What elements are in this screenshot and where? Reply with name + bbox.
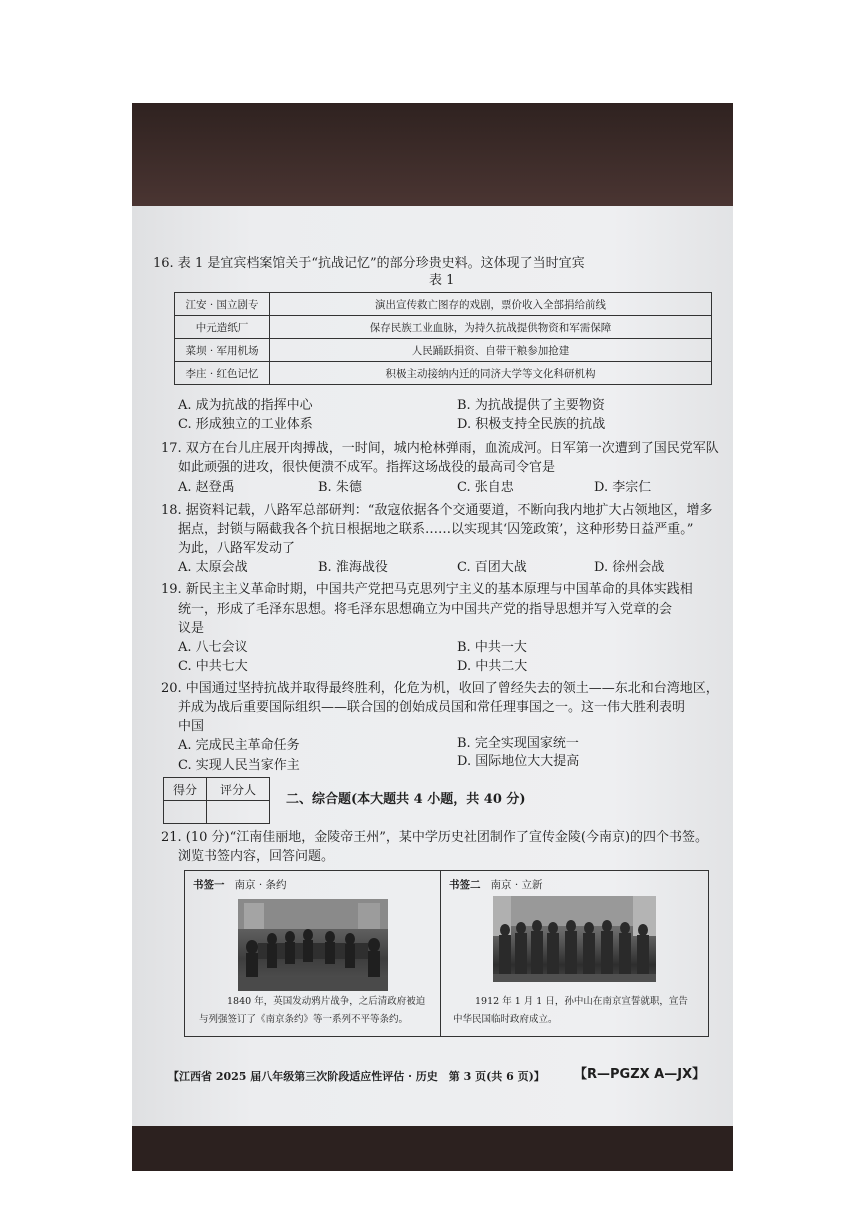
table-row — [175, 339, 712, 362]
q20-line-2: 并成为战后重要国际组织——联合国的创始成员国和常任理事国之一。这一伟大胜利表明 — [178, 700, 686, 715]
table-cell-desc: 演出宣传救亡图存的戏剧，票价收入全部捐给前线 — [270, 293, 712, 316]
score-blank — [164, 801, 207, 824]
bookmark-1-caption-line-2: 与列强签订了《南京条约》等一系列不平等条约。 — [199, 1014, 409, 1025]
table-cell-desc: 人民踊跃捐资、自带干粮参加抢建 — [270, 339, 712, 362]
bookmark-2-caption-line-1: 1912 年 1 月 1 日，孙中山在南京宣誓就职，宣告 — [475, 996, 688, 1007]
bookmark-2 — [441, 871, 708, 1036]
q20-option-d: D. 国际地位大大提高 — [457, 754, 580, 769]
q17-option-b: B. 朱德 — [318, 480, 362, 495]
background-bottom — [132, 1126, 733, 1171]
q18-option-c: C. 百团大战 — [457, 560, 527, 575]
q16-option-d: D. 积极支持全民族的抗战 — [457, 417, 606, 432]
section-2-title: 二、综合题(本大题共 4 小题，共 40 分) — [286, 792, 526, 807]
table-cell-place: 中元造纸厂 — [175, 316, 270, 339]
bookmark-2-label: 书签二 — [449, 879, 481, 891]
q17-option-c: C. 张自忠 — [457, 480, 514, 495]
q19-line-3: 议是 — [178, 621, 205, 636]
bookmark-1-caption-line-1: 1840 年，英国发动鸦片战争，之后清政府被迫 — [227, 996, 426, 1007]
bookmark-1-label: 书签一 — [193, 879, 225, 891]
q18-line-3: 为此，八路军发动了 — [178, 541, 296, 556]
q17-option-d: D. 李宗仁 — [594, 480, 652, 495]
photo-frame — [132, 103, 733, 1171]
q19-line-2: 统一，形成了毛泽东思想。将毛泽东思想确立为中国共产党的指导思想并写入党章的会 — [178, 602, 673, 617]
bookmark-2-caption-line-2: 中华民国临时政府成立。 — [453, 1014, 558, 1025]
q19-option-d: D. 中共二大 — [457, 659, 528, 674]
bookmark-1-title: 南京 · 条约 — [234, 879, 287, 891]
table-cell-place: 李庄 · 红色记忆 — [175, 362, 270, 385]
q20-line-3: 中国 — [178, 719, 205, 734]
q18-line-1: 18. 据资料记载，八路军总部研判：“敌寇依据各个交通要道，不断向我内地扩大占领地区，增多 — [161, 503, 713, 518]
bookmark-1-header — [193, 877, 287, 892]
table-cell-desc: 积极主动接纳内迁的同济大学等文化科研机构 — [270, 362, 712, 385]
table-cell-place: 江安 · 国立剧专 — [175, 293, 270, 316]
q16-stem: 16. 表 1 是宜宾档案馆关于“抗战记忆”的部分珍贵史料。这体现了当时宜宾 — [153, 256, 585, 271]
q18-line-2: 据点，封锁与隔截我各个抗日根据地之联系……以实现其‘囚笼政策’，这种形势日益严重。” — [178, 522, 694, 537]
score-box-blank-row — [164, 801, 270, 824]
q18-option-a: A. 太原会战 — [178, 560, 248, 575]
q21-line-1: 21. (10 分)“江南佳丽地，金陵帝王州”，某中学历史社团制作了宣传金陵(今南京)的四个书签。 — [161, 830, 709, 845]
q18-option-b: B. 淮海战役 — [318, 560, 388, 575]
q18-option-d: D. 徐州会战 — [594, 560, 665, 575]
table-cell-place: 菜坝 · 军用机场 — [175, 339, 270, 362]
grader-blank — [207, 801, 270, 824]
table-caption: 表 1 — [429, 273, 455, 288]
q17-option-a: A. 赵登禹 — [178, 480, 235, 495]
q19-line-1: 19. 新民主主义革命时期，中国共产党把马克思列宁主义的基本原理与中国革命的具体实践相 — [161, 582, 693, 597]
bookmark-2-title: 南京 · 立新 — [490, 879, 543, 891]
inauguration-group-illustration — [493, 896, 656, 982]
q16-option-c: C. 形成独立的工业体系 — [178, 417, 313, 432]
bookmark-1 — [185, 871, 441, 1036]
q20-option-b: B. 完全实现国家统一 — [457, 736, 579, 751]
table-row — [175, 362, 712, 385]
q17-line-2: 如此顽强的进攻，很快便溃不成军。指挥这场战役的最高司令官是 — [178, 460, 556, 475]
q17-line-1: 17. 双方在台儿庄展开肉搏战，一时间，城内枪林弹雨，血流成河。日军第一次遭到了国民党军队 — [161, 441, 719, 456]
treaty-signing-photo — [238, 899, 388, 991]
q19-option-a: A. 八七会议 — [178, 640, 248, 655]
footer-right: 【R—PGZX A—JX】 — [574, 1067, 706, 1082]
q21-line-2: 浏览书签内容，回答问题。 — [178, 849, 335, 864]
footer-left: 【江西省 2025 届八年级第三次阶段适应性评估 · 历史 第 3 页(共 6 页)】 — [168, 1070, 545, 1083]
sun-yat-sen-photo — [493, 896, 656, 982]
score-box — [163, 777, 270, 824]
background-top — [132, 103, 733, 206]
table-cell-desc: 保存民族工业血脉，为持久抗战提供物资和军需保障 — [270, 316, 712, 339]
table-row — [175, 293, 712, 316]
grader-label: 评分人 — [207, 778, 270, 801]
treaty-signing-illustration — [238, 899, 388, 991]
score-label: 得分 — [164, 778, 207, 801]
table-row — [175, 316, 712, 339]
q20-option-c: C. 实现人民当家作主 — [178, 758, 300, 773]
q16-option-b: B. 为抗战提供了主要物资 — [457, 398, 605, 413]
q16-option-a: A. 成为抗战的指挥中心 — [178, 398, 313, 413]
score-box-header — [164, 778, 270, 801]
q19-option-c: C. 中共七大 — [178, 659, 248, 674]
table-1 — [174, 292, 712, 385]
q19-option-b: B. 中共一大 — [457, 640, 527, 655]
q20-option-a: A. 完成民主革命任务 — [178, 738, 300, 753]
bookmark-2-header — [449, 877, 543, 892]
q20-line-1: 20. 中国通过坚持抗战并取得最终胜利，化危为机，收回了曾经失去的领土——东北和台湾地区， — [161, 681, 719, 696]
bookmarks-box — [184, 870, 709, 1037]
